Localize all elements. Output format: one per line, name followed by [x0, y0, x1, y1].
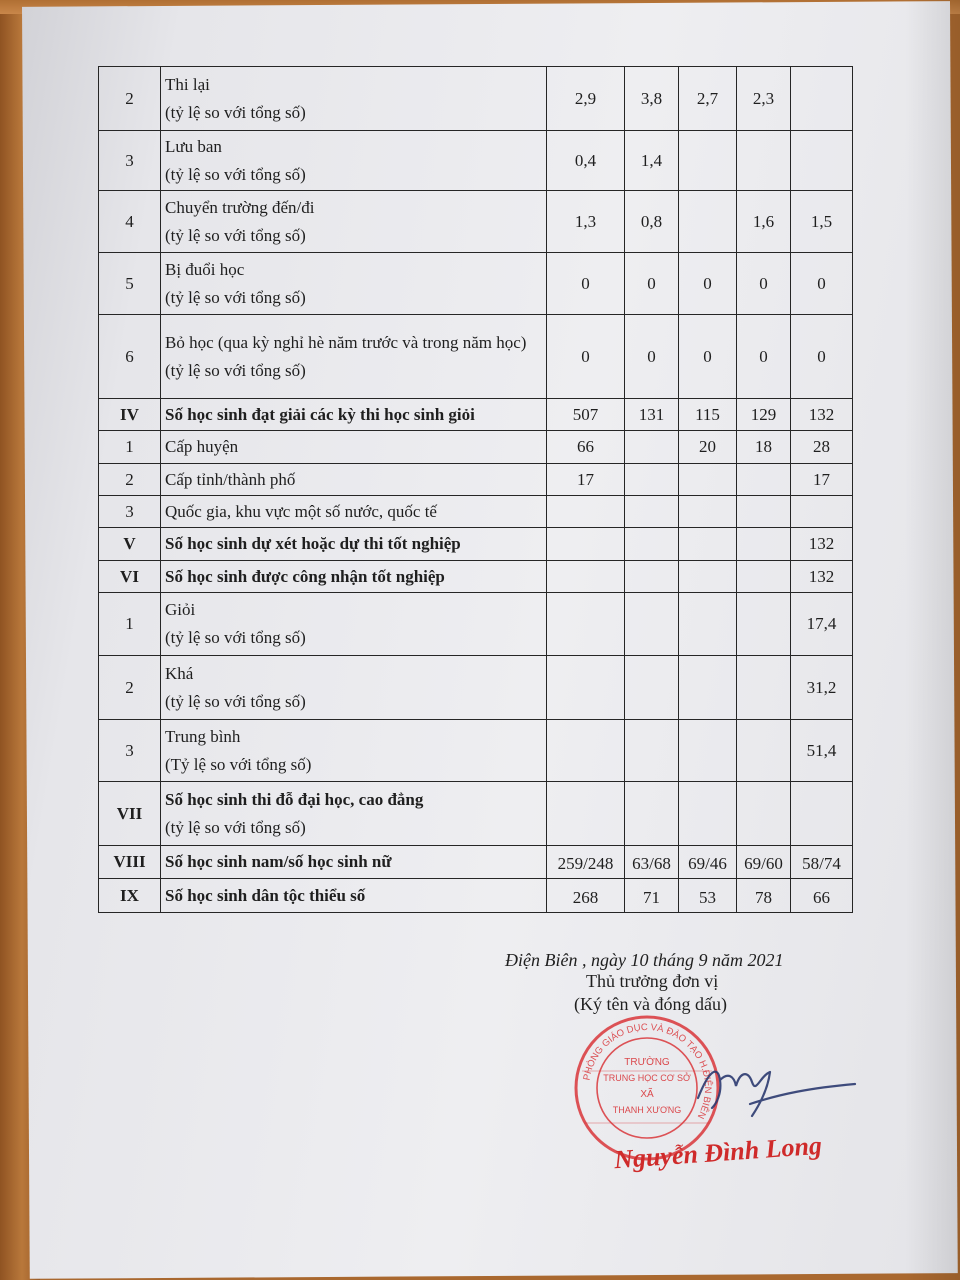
row-index: 2 [99, 656, 161, 720]
table-row [99, 656, 853, 720]
cell-value: 115 [679, 399, 737, 431]
row-label-sub: (tỷ lệ so với tổng số) [165, 628, 306, 647]
place-date: Điện Biên , ngày 10 tháng 9 năm 2021 [505, 950, 784, 970]
cell-value: 1,4 [625, 131, 679, 191]
cell-value: 78 [737, 879, 791, 913]
cell-value: 69/60 [737, 846, 791, 879]
cell-value [737, 528, 791, 561]
cell-value [679, 496, 737, 528]
cell-value: 66 [547, 431, 625, 464]
cell-value: 259/248 [547, 846, 625, 879]
seal-line-3: XÃ [640, 1089, 654, 1100]
cell-value [547, 593, 625, 656]
row-label-sub: (tỷ lệ so với tổng số) [165, 102, 306, 122]
cell-value [679, 561, 737, 593]
row-label [161, 191, 547, 253]
section-title: Số học sinh được công nhận tốt nghiệp [165, 566, 445, 586]
table-row [99, 879, 853, 913]
seal-line-4: THANH XƯƠNG [612, 1105, 682, 1115]
cell-value [679, 131, 737, 191]
row-label-sub: (tỷ lệ so với tổng số) [165, 360, 306, 380]
handwritten-signature-icon [690, 1058, 860, 1118]
row-label-sub: (tỷ lệ so với tổng số) [165, 225, 306, 245]
table-row [99, 399, 853, 431]
table-row [99, 253, 853, 315]
table-row [99, 191, 853, 253]
cell-value: 20 [679, 431, 737, 464]
row-index: 1 [99, 593, 161, 656]
cell-value [547, 656, 625, 720]
cell-value: 17 [791, 464, 853, 496]
cell-value: 0 [737, 315, 791, 399]
table-row [99, 67, 853, 131]
row-index: 3 [99, 496, 161, 528]
cell-value: 268 [547, 879, 625, 913]
row-label [161, 782, 547, 846]
row-label [161, 879, 547, 913]
cell-value: 2,7 [679, 67, 737, 131]
cell-value [791, 496, 853, 528]
row-label-main: Lưu ban [165, 136, 222, 156]
statistics-table [98, 66, 853, 913]
section-index: VIII [99, 846, 161, 879]
row-label [161, 464, 547, 496]
cell-value: 0 [679, 253, 737, 315]
row-index: 6 [99, 315, 161, 399]
cell-value: 132 [791, 561, 853, 593]
section-title: Số học sinh thi đỗ đại học, cao đẳng [165, 789, 424, 809]
cell-value [679, 656, 737, 720]
cell-value [791, 67, 853, 131]
cell-value [791, 131, 853, 191]
cell-value [547, 496, 625, 528]
cell-value: 0 [625, 315, 679, 399]
cell-value: 0 [791, 315, 853, 399]
cell-value [737, 656, 791, 720]
row-index: 2 [99, 67, 161, 131]
edge-shadow [905, 0, 960, 1280]
cell-value: 129 [737, 399, 791, 431]
cell-value: 69/46 [679, 846, 737, 879]
row-label [161, 496, 547, 528]
row-label-main: Chuyển trường đến/đi [165, 197, 315, 217]
table-row [99, 315, 853, 399]
cell-value [625, 464, 679, 496]
cell-value [625, 496, 679, 528]
cell-value [625, 528, 679, 561]
cell-value [547, 782, 625, 846]
cell-value [547, 720, 625, 782]
cell-value: 66 [791, 879, 853, 913]
cell-value: 2,9 [547, 67, 625, 131]
table-row [99, 720, 853, 782]
cell-value: 0 [791, 253, 853, 315]
table-row [99, 131, 853, 191]
row-index: 1 [99, 431, 161, 464]
row-index: 4 [99, 191, 161, 253]
cell-value [625, 656, 679, 720]
cell-value [679, 593, 737, 656]
section-index: VI [99, 561, 161, 593]
cell-value: 51,4 [791, 720, 853, 782]
table-row [99, 528, 853, 561]
cell-value: 63/68 [625, 846, 679, 879]
row-label [161, 593, 547, 656]
row-label-main: Thi lại [165, 74, 210, 94]
cell-value: 0,4 [547, 131, 625, 191]
row-label [161, 253, 547, 315]
table-row [99, 782, 853, 846]
row-label-sub: (tỷ lệ so với tổng số) [165, 817, 306, 837]
cell-value [737, 131, 791, 191]
cell-value [737, 593, 791, 656]
row-label [161, 561, 547, 593]
row-index: 3 [99, 720, 161, 782]
row-label [161, 67, 547, 131]
cell-value [625, 720, 679, 782]
cell-value: 17,4 [791, 593, 853, 656]
cell-value: 131 [625, 399, 679, 431]
row-label [161, 431, 547, 464]
table-row [99, 846, 853, 879]
cell-value: 507 [547, 399, 625, 431]
cell-value [679, 464, 737, 496]
cell-value [547, 561, 625, 593]
cell-value: 132 [791, 528, 853, 561]
row-label [161, 846, 547, 879]
cell-value: 0 [679, 315, 737, 399]
cell-value [737, 782, 791, 846]
section-index: IV [99, 399, 161, 431]
cell-value: 18 [737, 431, 791, 464]
cell-value: 0 [625, 253, 679, 315]
section-title: Số học sinh đạt giải các kỳ thi học sinh giỏi [165, 404, 475, 424]
row-label-sub: (tỷ lệ so với tổng số) [165, 164, 306, 184]
row-index: 5 [99, 253, 161, 315]
seal-line-1: TRƯỜNG [624, 1057, 670, 1068]
cell-value: 0 [737, 253, 791, 315]
row-label-main: Quốc gia, khu vực một số nước, quốc tế [165, 501, 437, 521]
row-index: 2 [99, 464, 161, 496]
cell-value [679, 528, 737, 561]
cell-value: 132 [791, 399, 853, 431]
table-row [99, 464, 853, 496]
section-title: Số học sinh nam/số học sinh nữ [165, 852, 392, 871]
cell-value [737, 464, 791, 496]
row-index: 3 [99, 131, 161, 191]
row-label-main: Cấp tỉnh/thành phố [165, 469, 296, 489]
table-row [99, 496, 853, 528]
row-label-sub: (tỷ lệ so với tổng số) [165, 691, 306, 711]
section-index: IX [99, 879, 161, 913]
signer-name: Nguyễn Đình Long [613, 1130, 823, 1175]
seal-line-2: TRUNG HỌC CƠ SỞ [603, 1073, 691, 1083]
cell-value [625, 431, 679, 464]
cell-value: 58/74 [791, 846, 853, 879]
row-label-sub: (Tỷ lệ so với tổng số) [165, 754, 312, 774]
cell-value: 1,6 [737, 191, 791, 253]
row-label-main: Trung bình [165, 726, 241, 746]
row-label-main: Bị đuổi học [165, 259, 245, 279]
cell-value: 0 [547, 315, 625, 399]
section-title: Số học sinh dự xét hoặc dự thi tốt nghiệp [165, 534, 461, 553]
row-label-main: Giỏi [165, 600, 196, 619]
row-label-main: Bỏ học (qua kỳ nghỉ hè năm trước và trong năm học) [165, 332, 527, 352]
cell-value: 1,5 [791, 191, 853, 253]
cell-value [625, 782, 679, 846]
cell-value: 0,8 [625, 191, 679, 253]
cell-value: 3,8 [625, 67, 679, 131]
cell-value [625, 561, 679, 593]
cell-value: 1,3 [547, 191, 625, 253]
cell-value [737, 496, 791, 528]
cell-value: 17 [547, 464, 625, 496]
sign-note: (Ký tên và đóng dấu) [574, 994, 727, 1014]
row-label [161, 528, 547, 561]
seal-ring-text: PHÒNG GIÁO DỤC VÀ ĐÀO TẠO H.ĐIỆN BIÊN [581, 1021, 714, 1121]
row-label [161, 399, 547, 431]
cell-value: 0 [547, 253, 625, 315]
cell-value: 28 [791, 431, 853, 464]
cell-value: 2,3 [737, 67, 791, 131]
row-label [161, 656, 547, 720]
cell-value: 71 [625, 879, 679, 913]
cell-value [679, 782, 737, 846]
cell-value: 31,2 [791, 656, 853, 720]
cell-value: 53 [679, 879, 737, 913]
cell-value [791, 782, 853, 846]
cell-value [737, 561, 791, 593]
row-label-sub: (tỷ lệ so với tổng số) [165, 287, 306, 307]
row-label [161, 315, 547, 399]
cell-value [679, 720, 737, 782]
row-label-main: Cấp huyện [165, 437, 239, 456]
row-label [161, 131, 547, 191]
section-index: V [99, 528, 161, 561]
unit-head-title: Thủ trưởng đơn vị [586, 971, 719, 991]
cell-value [625, 593, 679, 656]
cell-value [547, 528, 625, 561]
cell-value [737, 720, 791, 782]
section-title: Số học sinh dân tộc thiểu số [165, 885, 366, 905]
table-row [99, 593, 853, 656]
row-label-main: Khá [165, 663, 194, 683]
table-row [99, 561, 853, 593]
row-label [161, 720, 547, 782]
section-index: VII [99, 782, 161, 846]
cell-value [679, 191, 737, 253]
table-row [99, 431, 853, 464]
